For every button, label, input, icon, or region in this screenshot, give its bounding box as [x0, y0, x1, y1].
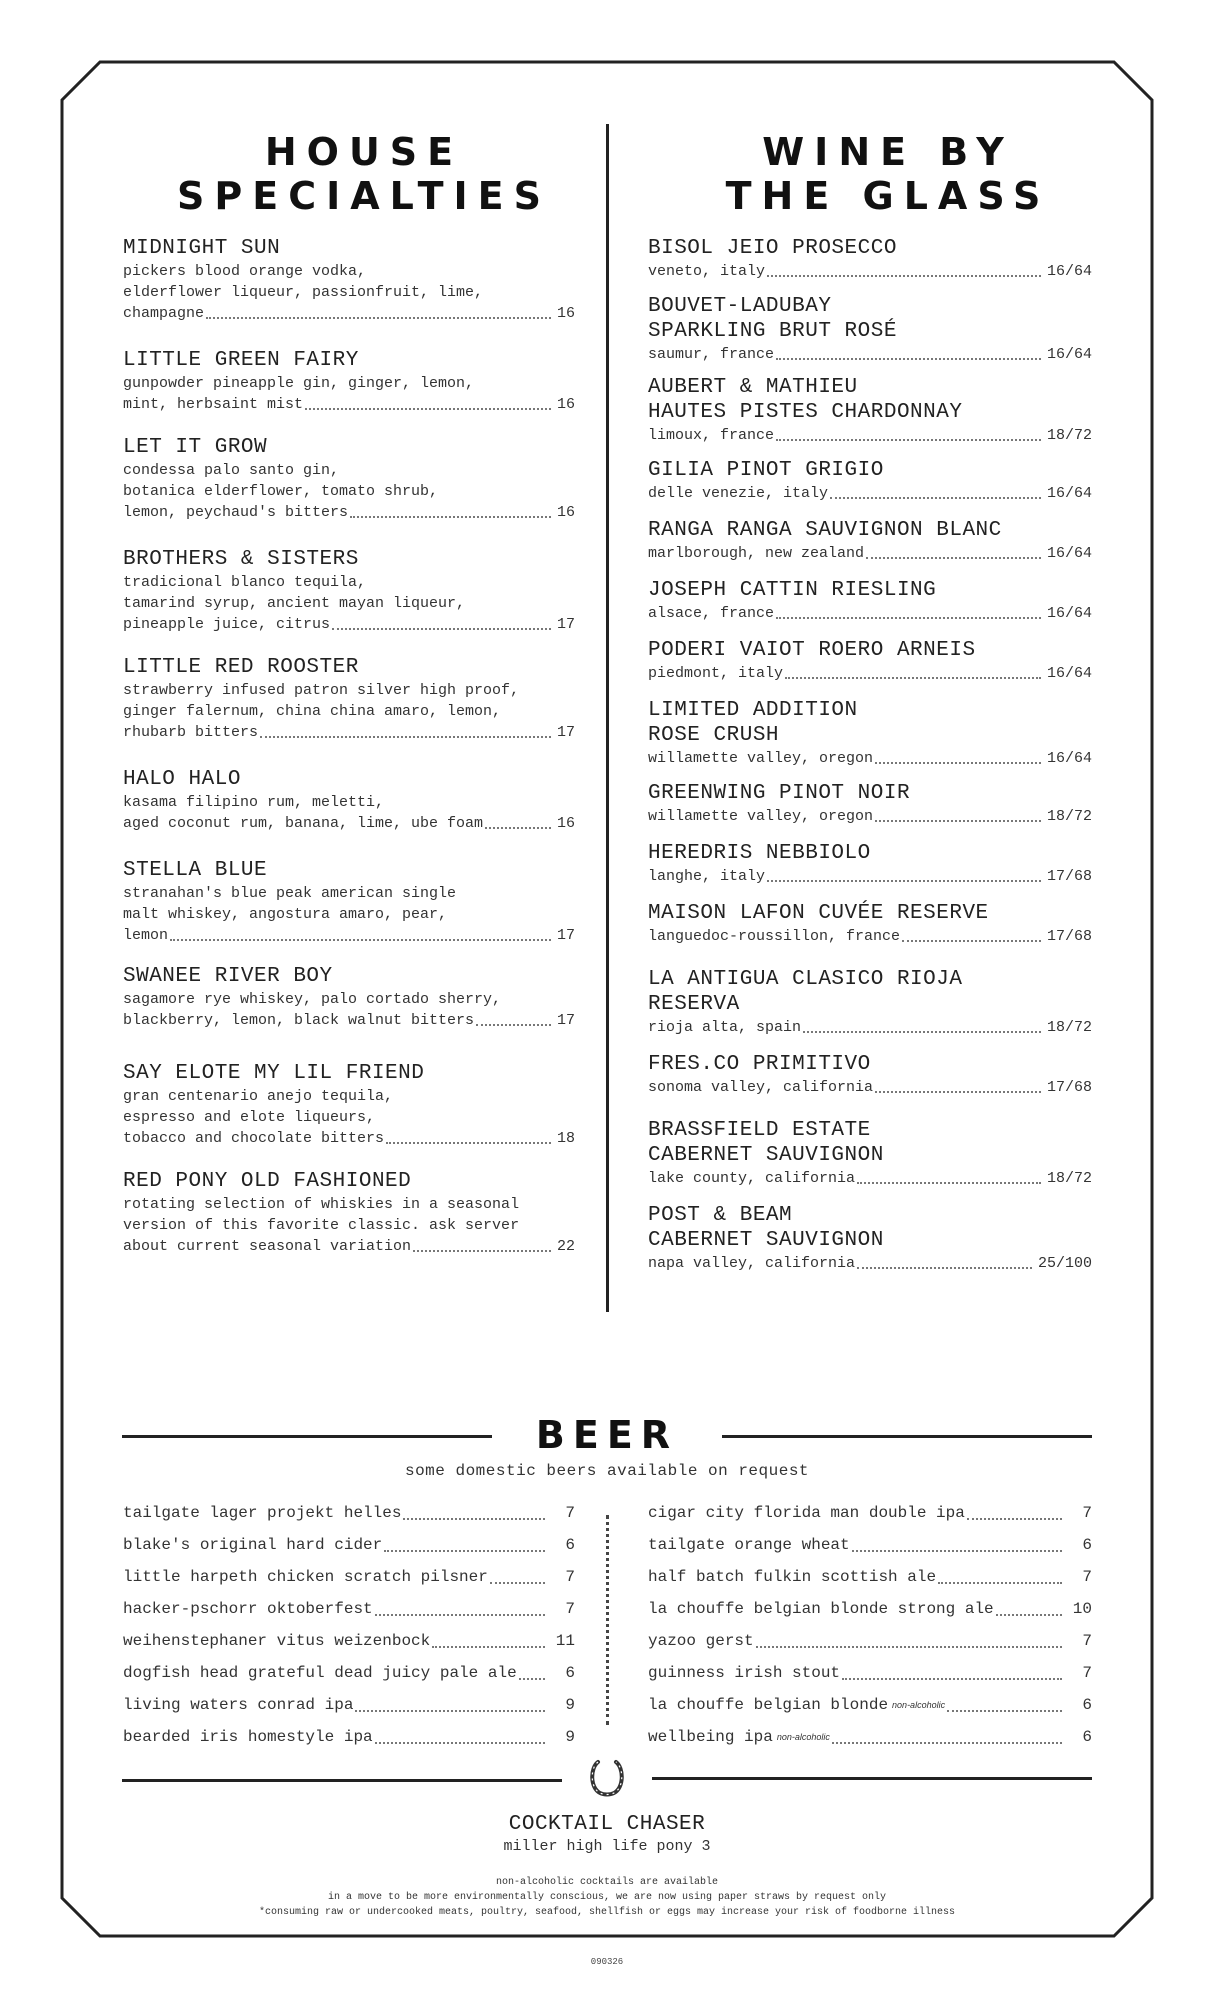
- price-line: [648, 748, 1092, 769]
- leader-dots: [384, 1550, 545, 1552]
- item-price: 17/68: [1046, 928, 1092, 945]
- item-detail: mint, herbsaint mist: [123, 396, 304, 413]
- wine-name: JOSEPH CATTIN RIESLING: [648, 579, 937, 602]
- chaser-rule-right: [652, 1777, 1092, 1780]
- item-detail: sonoma valley, california: [648, 1079, 874, 1096]
- wine-item: [648, 236, 1092, 282]
- wine-item: [648, 638, 1092, 684]
- cocktail-item: [123, 547, 575, 635]
- item-price: 16: [556, 815, 575, 832]
- cocktail-description: gran centenario anejo tequila,: [123, 1088, 394, 1105]
- cocktail-name: RED PONY OLD FASHIONED: [123, 1170, 412, 1193]
- wine-item: [648, 1052, 1092, 1098]
- leader-dots: [803, 1031, 1041, 1033]
- item-detail: rioja alta, spain: [648, 1019, 802, 1036]
- item-detail: aged coconut rum, banana, lime, ube foam: [123, 815, 484, 832]
- item-price: 16/64: [1046, 605, 1092, 622]
- horseshoe-icon: [588, 1758, 626, 1798]
- wine-item: [648, 781, 1092, 827]
- leader-dots: [967, 1518, 1062, 1520]
- wine-name: GILIA PINOT GRIGIO: [648, 459, 884, 482]
- leader-dots: [938, 1582, 1062, 1584]
- leader-dots: [386, 1142, 551, 1144]
- beer-name: living waters conrad ipa: [123, 1696, 354, 1714]
- leader-dots: [260, 736, 551, 738]
- beer-name: la chouffe belgian blonde strong ale: [648, 1600, 994, 1618]
- cocktail-item: [123, 964, 575, 1031]
- cocktail-chaser-subtitle: miller high life pony 3: [503, 1838, 711, 1855]
- leader-dots: [206, 317, 551, 319]
- cocktail-item: [123, 767, 575, 834]
- wine-name: BISOL JEIO PROSECCO: [648, 237, 897, 260]
- leader-dots: [413, 1250, 551, 1252]
- price-line: [648, 1168, 1092, 1189]
- cocktail-name: HALO HALO: [123, 768, 241, 791]
- wine-item: [648, 294, 1092, 365]
- wine-name: CABERNET SAUVIGNON: [648, 1229, 884, 1252]
- cocktail-name: LITTLE RED ROOSTER: [123, 656, 359, 679]
- beer-price: 7: [1082, 1632, 1092, 1650]
- beer-price: 6: [1082, 1728, 1092, 1746]
- beer-subtitle: some domestic beers available on request: [404, 1462, 810, 1480]
- cocktail-name: MIDNIGHT SUN: [123, 237, 281, 260]
- item-price: 16/64: [1046, 750, 1092, 767]
- wine-name: POST & BEAM: [648, 1204, 793, 1227]
- price-line: [648, 344, 1092, 365]
- item-price: 16/64: [1046, 545, 1092, 562]
- item-price: 22: [556, 1238, 575, 1255]
- leader-dots: [996, 1614, 1062, 1616]
- price-line: [648, 543, 1092, 564]
- beer-item: [648, 1593, 1092, 1625]
- beer-price: 7: [1082, 1568, 1092, 1586]
- cocktail-item: [123, 348, 575, 415]
- item-price: 17/68: [1046, 1079, 1092, 1096]
- price-line: [123, 813, 575, 834]
- beer-price: 7: [1082, 1664, 1092, 1682]
- item-detail: alsace, france: [648, 605, 775, 622]
- item-detail: marlborough, new zealand: [648, 545, 865, 562]
- wine-name: BRASSFIELD ESTATE: [648, 1119, 871, 1142]
- beer-name: yazoo gerst: [648, 1632, 754, 1650]
- item-price: 17: [556, 1012, 575, 1029]
- beer-item: [123, 1561, 575, 1593]
- beer-price: 6: [1082, 1536, 1092, 1554]
- footer-note-2: in a move to be more environmentally conscious, we are now using paper straws by request only: [327, 1892, 887, 1903]
- item-detail: piedmont, italy: [648, 665, 784, 682]
- cocktail-name: LET IT GROW: [123, 436, 268, 459]
- cocktail-description: strawberry infused patron silver high proof,: [123, 682, 520, 699]
- beer-name: bearded iris homestyle ipa: [123, 1728, 373, 1746]
- cocktail-item: [123, 858, 575, 946]
- price-line: [648, 1077, 1092, 1098]
- cocktail-description: condessa palo santo gin,: [123, 462, 340, 479]
- wine-item: [648, 901, 1092, 947]
- cocktail-description: pickers blood orange vodka,: [123, 263, 367, 280]
- item-price: 16/64: [1046, 346, 1092, 363]
- item-price: 16/64: [1046, 263, 1092, 280]
- item-detail: lemon, peychaud's bitters: [123, 504, 349, 521]
- beer-price: 11: [555, 1632, 575, 1650]
- footer-note-3: *consuming raw or undercooked meats, poultry, seafood, shellfish or eggs may increase your risk of foodborne illness: [258, 1907, 956, 1918]
- wine-name: FRES.CO PRIMITIVO: [648, 1053, 871, 1076]
- item-price: 18/72: [1046, 1170, 1092, 1187]
- price-line: [648, 1017, 1092, 1038]
- leader-dots: [830, 497, 1041, 499]
- beer-item: [648, 1529, 1092, 1561]
- price-line: [123, 722, 575, 743]
- beer-name: half batch fulkin scottish ale: [648, 1568, 937, 1586]
- price-line: [123, 1236, 575, 1257]
- beer-title: BEER: [535, 1413, 679, 1457]
- item-detail: willamette valley, oregon: [648, 808, 874, 825]
- leader-dots: [490, 1582, 545, 1584]
- price-line: [648, 866, 1092, 887]
- leader-dots: [767, 275, 1041, 277]
- leader-dots: [432, 1646, 545, 1648]
- house-specialties-title: HOUSE SPECIALTIES: [177, 130, 551, 218]
- cocktail-description: tamarind syrup, ancient mayan liqueur,: [123, 595, 466, 612]
- price-line: [648, 425, 1092, 446]
- item-price: 18: [556, 1130, 575, 1147]
- menu-code: 090326: [590, 1957, 624, 1967]
- cocktail-description: stranahan's blue peak american single: [123, 885, 457, 902]
- beer-name: wellbeing ipa: [648, 1728, 773, 1746]
- leader-dots: [866, 557, 1041, 559]
- price-line: [648, 483, 1092, 504]
- beer-price: 6: [565, 1664, 575, 1682]
- item-price: 16/64: [1046, 665, 1092, 682]
- beer-name: tailgate orange wheat: [648, 1536, 850, 1554]
- item-detail: saumur, france: [648, 346, 775, 363]
- cocktail-description: gunpowder pineapple gin, ginger, lemon,: [123, 375, 475, 392]
- item-detail: lake county, california: [648, 1170, 856, 1187]
- beer-price: 6: [565, 1536, 575, 1554]
- beer-item: [648, 1497, 1092, 1529]
- wine-name: RESERVA: [648, 993, 740, 1016]
- wine-item: [648, 967, 1092, 1038]
- wine-by-the-glass-title: WINE BY THE GLASS: [725, 130, 1051, 218]
- beer-item: [648, 1625, 1092, 1657]
- price-line: [123, 1128, 575, 1149]
- beer-price: 9: [565, 1696, 575, 1714]
- beer-price: 7: [565, 1600, 575, 1618]
- beer-item: [648, 1721, 1092, 1753]
- item-price: 17: [556, 927, 575, 944]
- item-detail: blackberry, lemon, black walnut bitters: [123, 1012, 475, 1029]
- leader-dots: [947, 1710, 1062, 1712]
- item-detail: limoux, france: [648, 427, 775, 444]
- item-price: 16: [556, 504, 575, 521]
- price-line: [123, 303, 575, 324]
- cocktail-item: [123, 1169, 575, 1257]
- beer-name: hacker-pschorr oktoberfest: [123, 1600, 373, 1618]
- beer-name: guinness irish stout: [648, 1664, 841, 1682]
- wine-name: RANGA RANGA SAUVIGNON BLANC: [648, 519, 1002, 542]
- price-line: [648, 663, 1092, 684]
- wine-name: HEREDRIS NEBBIOLO: [648, 842, 871, 865]
- price-line: [648, 1253, 1092, 1274]
- beer-item: [648, 1657, 1092, 1689]
- cocktail-description: rotating selection of whiskies in a seasonal: [123, 1196, 520, 1213]
- leader-dots: [350, 516, 551, 518]
- beer-item: [123, 1721, 575, 1753]
- cocktail-chaser-title: COCKTAIL CHASER: [508, 1813, 706, 1836]
- item-price: 17/68: [1046, 868, 1092, 885]
- cocktail-name: SWANEE RIVER BOY: [123, 965, 333, 988]
- beer-price: 7: [565, 1504, 575, 1522]
- item-price: 18/72: [1046, 427, 1092, 444]
- house-specialties-list: [123, 236, 575, 1257]
- non-alcoholic-note: non-alcoholic: [892, 1700, 946, 1710]
- beer-name: little harpeth chicken scratch pilsner: [123, 1568, 488, 1586]
- item-price: 25/100: [1037, 1255, 1092, 1272]
- cocktail-item: [123, 236, 575, 324]
- wine-name: LA ANTIGUA CLASICO RIOJA: [648, 968, 963, 991]
- cocktail-description: ginger falernum, china china amaro, lemon,: [123, 703, 502, 720]
- cocktail-description: botanica elderflower, tomato shrub,: [123, 483, 439, 500]
- leader-dots: [776, 358, 1041, 360]
- beer-item: [123, 1529, 575, 1561]
- cocktail-description: sagamore rye whiskey, palo cortado sherry,: [123, 991, 502, 1008]
- beer-item: [648, 1561, 1092, 1593]
- beer-name: blake's original hard cider: [123, 1536, 383, 1554]
- wine-item: [648, 578, 1092, 624]
- wine-item: [648, 1118, 1092, 1189]
- beer-item: [648, 1689, 1092, 1721]
- price-line: [648, 926, 1092, 947]
- item-detail: langhe, italy: [648, 868, 766, 885]
- non-alcoholic-note: non-alcoholic: [776, 1732, 830, 1742]
- price-line: [123, 925, 575, 946]
- item-detail: napa valley, california: [648, 1255, 856, 1272]
- beer-name: cigar city florida man double ipa: [648, 1504, 965, 1522]
- item-detail: veneto, italy: [648, 263, 766, 280]
- cocktail-name: BROTHERS & SISTERS: [123, 548, 359, 571]
- leader-dots: [832, 1742, 1062, 1744]
- beer-item: [123, 1497, 575, 1529]
- wine-name: ROSE CRUSH: [648, 724, 780, 747]
- item-detail: willamette valley, oregon: [648, 750, 874, 767]
- leader-dots: [332, 628, 551, 630]
- leader-dots: [375, 1742, 545, 1744]
- beer-item: [123, 1657, 575, 1689]
- cocktail-name: LITTLE GREEN FAIRY: [123, 349, 359, 372]
- wine-name: BOUVET-LADUBAY: [648, 295, 832, 318]
- item-price: 16/64: [1046, 485, 1092, 502]
- price-line: [123, 614, 575, 635]
- cocktail-item: [123, 1061, 575, 1149]
- wine-item: [648, 1203, 1092, 1274]
- beer-item: [123, 1625, 575, 1657]
- item-detail: languedoc-roussillon, france: [648, 928, 901, 945]
- item-detail: champagne: [123, 305, 205, 322]
- leader-dots: [767, 880, 1041, 882]
- wine-name: CABERNET SAUVIGNON: [648, 1144, 884, 1167]
- column-divider: [606, 124, 609, 1312]
- item-price: 17: [556, 616, 575, 633]
- leader-dots: [776, 617, 1041, 619]
- beer-divider: [606, 1515, 609, 1725]
- leader-dots: [902, 940, 1041, 942]
- wine-name: LIMITED ADDITION: [648, 699, 858, 722]
- leader-dots: [875, 820, 1041, 822]
- cocktail-name: STELLA BLUE: [123, 859, 268, 882]
- leader-dots: [857, 1267, 1032, 1269]
- price-line: [123, 394, 575, 415]
- item-price: 17: [556, 724, 575, 741]
- wine-name: PODERI VAIOT ROERO ARNEIS: [648, 639, 976, 662]
- wine-item: [648, 841, 1092, 887]
- item-price: 18/72: [1046, 808, 1092, 825]
- leader-dots: [375, 1614, 545, 1616]
- leader-dots: [852, 1550, 1062, 1552]
- item-detail: pineapple juice, citrus: [123, 616, 331, 633]
- beer-price: 6: [1082, 1696, 1092, 1714]
- wine-name: MAISON LAFON CUVÉE RESERVE: [648, 902, 989, 925]
- price-line: [648, 261, 1092, 282]
- cocktail-description: malt whiskey, angostura amaro, pear,: [123, 906, 448, 923]
- leader-dots: [756, 1646, 1062, 1648]
- leader-dots: [842, 1678, 1062, 1680]
- leader-dots: [519, 1678, 545, 1680]
- leader-dots: [170, 939, 551, 941]
- cocktail-name: SAY ELOTE MY LIL FRIEND: [123, 1062, 425, 1085]
- wine-item: [648, 518, 1092, 564]
- price-line: [123, 1010, 575, 1031]
- item-price: 16: [556, 305, 575, 322]
- item-detail: rhubarb bitters: [123, 724, 259, 741]
- item-price: 16: [556, 396, 575, 413]
- footer-note-1: non-alcoholic cocktails are available: [495, 1877, 719, 1888]
- leader-dots: [785, 677, 1041, 679]
- beer-price: 9: [565, 1728, 575, 1746]
- leader-dots: [476, 1024, 551, 1026]
- wine-item: [648, 458, 1092, 504]
- item-detail: delle venezie, italy: [648, 485, 829, 502]
- wine-name: SPARKLING BRUT ROSÉ: [648, 320, 897, 343]
- item-detail: lemon: [123, 927, 169, 944]
- beer-price: 7: [1082, 1504, 1092, 1522]
- cocktail-description: elderflower liqueur, passionfruit, lime,: [123, 284, 484, 301]
- item-detail: tobacco and chocolate bitters: [123, 1130, 385, 1147]
- leader-dots: [776, 439, 1041, 441]
- cocktail-item: [123, 655, 575, 743]
- wine-name: GREENWING PINOT NOIR: [648, 782, 911, 805]
- wine-item: [648, 375, 1092, 446]
- leader-dots: [355, 1710, 545, 1712]
- cocktail-item: [123, 435, 575, 523]
- wine-name: AUBERT & MATHIEU: [648, 376, 858, 399]
- leader-dots: [875, 1091, 1041, 1093]
- beer-item: [123, 1689, 575, 1721]
- leader-dots: [875, 762, 1041, 764]
- leader-dots: [857, 1182, 1041, 1184]
- cocktail-description: kasama filipino rum, meletti,: [123, 794, 385, 811]
- chaser-rule-left: [122, 1779, 562, 1782]
- leader-dots: [403, 1518, 545, 1520]
- cocktail-description: espresso and elote liqueurs,: [123, 1109, 376, 1126]
- beer-price: 10: [1072, 1600, 1092, 1618]
- price-line: [123, 502, 575, 523]
- cocktail-description: version of this favorite classic. ask server: [123, 1217, 520, 1234]
- beer-price: 7: [565, 1568, 575, 1586]
- wine-name: HAUTES PISTES CHARDONNAY: [648, 401, 963, 424]
- item-price: 18/72: [1046, 1019, 1092, 1036]
- wine-item: [648, 698, 1092, 769]
- beer-list-right: [648, 1497, 1092, 1753]
- beer-name: weihenstephaner vitus weizenbock: [123, 1632, 431, 1650]
- beer-name: dogfish head grateful dead juicy pale ale: [123, 1664, 517, 1682]
- beer-list-left: [123, 1497, 575, 1753]
- item-detail: about current seasonal variation: [123, 1238, 412, 1255]
- wine-list: [648, 236, 1092, 1274]
- beer-name: tailgate lager projekt helles: [123, 1504, 402, 1522]
- price-line: [648, 603, 1092, 624]
- beer-item: [123, 1593, 575, 1625]
- price-line: [648, 806, 1092, 827]
- leader-dots: [485, 827, 551, 829]
- cocktail-description: tradicional blanco tequila,: [123, 574, 367, 591]
- leader-dots: [305, 408, 551, 410]
- beer-name: la chouffe belgian blonde: [648, 1696, 889, 1714]
